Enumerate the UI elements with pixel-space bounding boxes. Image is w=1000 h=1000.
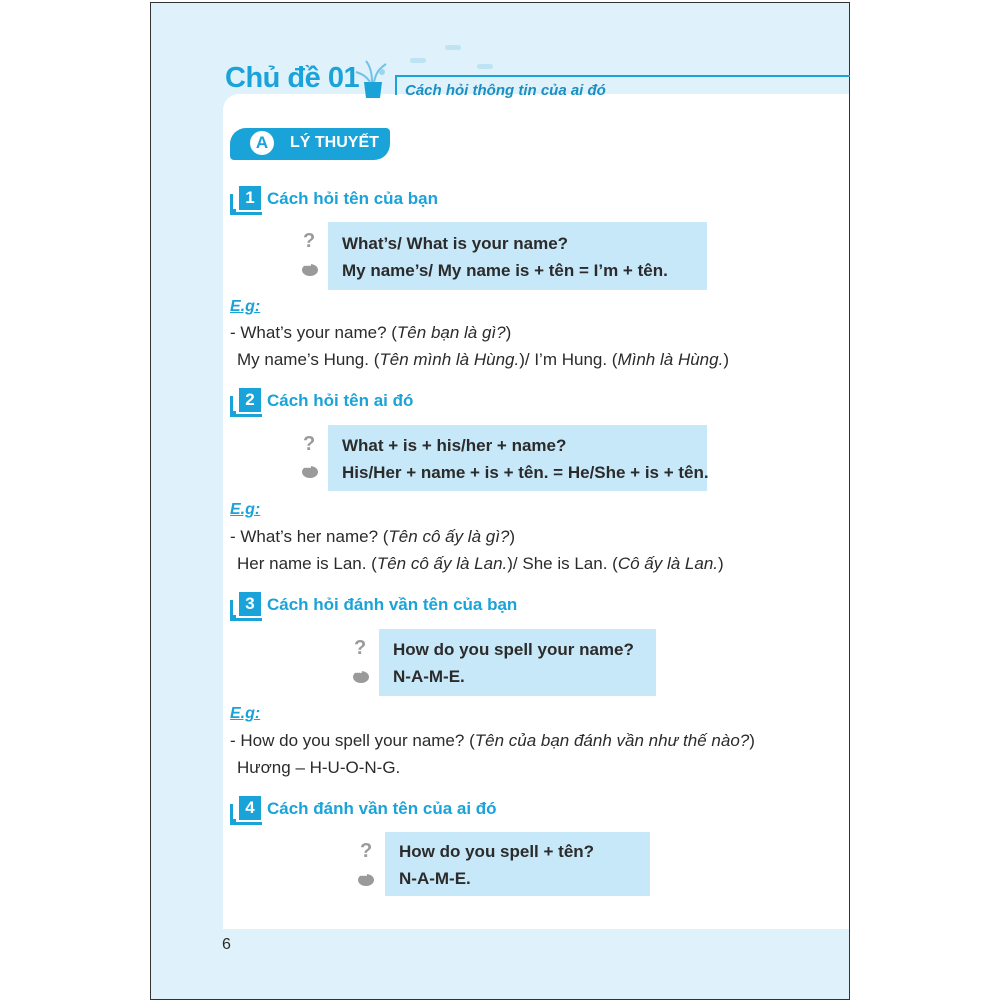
decor-dash bbox=[477, 64, 493, 69]
question-mark-icon: ? bbox=[360, 840, 373, 862]
answer-pattern: My name’s/ My name is + tên = I’m + tên. bbox=[342, 261, 668, 280]
example-answer: Hương – H-U-O-N-G. bbox=[237, 758, 401, 777]
pattern-box bbox=[328, 425, 707, 491]
speech-bubble-icon bbox=[302, 264, 318, 276]
header-rule-tick bbox=[395, 75, 397, 95]
item-title: Cách đánh vần tên của ai đó bbox=[267, 799, 497, 818]
question-pattern: How do you spell + tên? bbox=[399, 842, 595, 861]
example-answer: Her name is Lan. (Tên cô ấy là Lan.)/ She is Lan. (Cô ấy là Lan.) bbox=[237, 554, 724, 573]
header-rule bbox=[395, 75, 850, 77]
example-question: - How do you spell your name? (Tên của bạn đánh vần như thế nào?) bbox=[230, 731, 755, 750]
page-number: 6 bbox=[222, 936, 231, 953]
answer-pattern: N-A-M-E. bbox=[393, 667, 465, 686]
speech-bubble-icon bbox=[358, 874, 374, 886]
question-pattern: How do you spell your name? bbox=[393, 640, 634, 659]
question-mark-icon: ? bbox=[354, 637, 367, 659]
question-pattern: What’s/ What is your name? bbox=[342, 234, 569, 253]
speech-bubble-icon bbox=[302, 466, 318, 478]
section-tag bbox=[230, 128, 390, 160]
answer-pattern: N-A-M-E. bbox=[399, 869, 471, 888]
item-title: Cách hỏi tên của bạn bbox=[267, 189, 438, 208]
example-question: - What’s her name? (Tên cô ấy là gì?) bbox=[230, 527, 516, 546]
question-mark-icon: ? bbox=[303, 230, 316, 252]
number-badge: 1 bbox=[230, 188, 260, 212]
pattern-box bbox=[385, 832, 650, 896]
question-mark-icon: ? bbox=[303, 433, 316, 455]
number-badge: 3 bbox=[230, 594, 260, 618]
plant-pot-icon bbox=[352, 58, 390, 100]
question-pattern: What + is + his/her + name? bbox=[342, 436, 567, 455]
pattern-box bbox=[328, 222, 707, 290]
section-label: LÝ THUYẾT bbox=[290, 134, 379, 151]
chapter-title: Chủ đề 01 bbox=[225, 62, 360, 94]
chapter-subtitle: Cách hỏi thông tin của ai đó bbox=[405, 82, 606, 99]
example-question: - What’s your name? (Tên bạn là gì?) bbox=[230, 323, 512, 342]
eg-label: E.g: bbox=[230, 501, 261, 518]
item-title: Cách hỏi tên ai đó bbox=[267, 391, 414, 410]
answer-pattern: His/Her + name + is + tên. = He/She + is + tên. bbox=[342, 463, 709, 482]
speech-bubble-icon bbox=[353, 671, 369, 683]
eg-label: E.g: bbox=[230, 298, 261, 315]
number-badge: 4 bbox=[230, 798, 260, 822]
example-answer: My name’s Hung. (Tên mình là Hùng.)/ I’m Hung. (Mình là Hùng.) bbox=[237, 350, 729, 369]
pattern-box bbox=[379, 629, 656, 696]
number-badge: 2 bbox=[230, 390, 260, 414]
eg-label: E.g: bbox=[230, 705, 261, 722]
decor-dash bbox=[410, 58, 426, 63]
item-title: Cách hỏi đánh vần tên của bạn bbox=[267, 595, 518, 614]
section-letter: A bbox=[250, 131, 274, 155]
decor-dash bbox=[445, 45, 461, 50]
